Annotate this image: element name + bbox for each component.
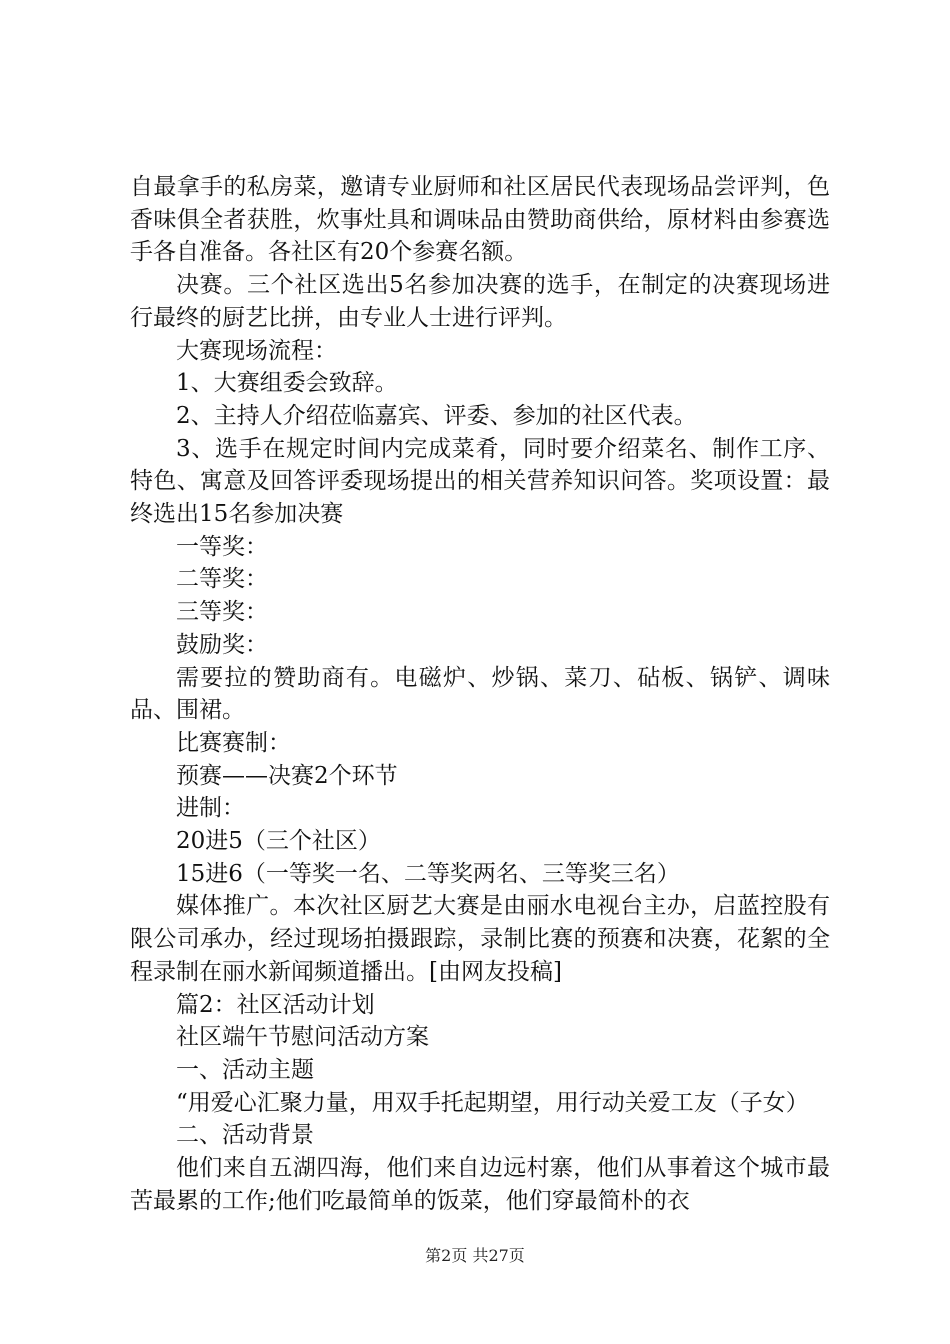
paragraph: 20进5（三个社区） (176, 828, 381, 855)
paragraph: 进制： (176, 795, 245, 822)
paragraph: 二等奖： (176, 566, 268, 593)
paragraph: 比赛赛制： (176, 729, 291, 756)
paragraph: 一、活动主题 (176, 1056, 314, 1083)
paragraph: 2、主持人介绍莅临嘉宾、评委、参加的社区代表。 (176, 402, 697, 429)
document-body (130, 171, 830, 1218)
paragraph: “用爱心汇聚力量，用双手托起期望，用行动关爱工友（子女） (176, 1089, 809, 1116)
paragraph: 社区端午节慰问活动方案 (176, 1024, 429, 1051)
paragraph: 二、活动背景 (176, 1122, 314, 1149)
paragraph: 他们来自五湖四海，他们来自边远村寨，他们从事着这个城市最苦最累的工作;他们吃最简单的饭菜，他们穿最简朴的衣 (130, 1155, 830, 1214)
paragraph: 篇2：社区活动计划 (176, 991, 375, 1018)
paragraph: 1、大赛组委会致辞。 (176, 370, 398, 397)
paragraph: 大赛现场流程： (176, 337, 337, 364)
paragraph: 三等奖： (176, 599, 268, 626)
paragraph: 3、选手在规定时间内完成菜肴，同时要介绍菜名、制作工序、特色、寓意及回答评委现场提出的相关营养知识问答。奖项设置：最终选出15名参加决赛 (130, 435, 830, 528)
paragraph: 15进6（一等奖一名、二等奖两名、三等奖三名） (176, 860, 680, 887)
paragraph: 自最拿手的私房菜，邀请专业厨师和社区居民代表现场品尝评判，色香味俱全者获胜，炊事灶具和调味品由赞助商供给，原材料由参赛选手各自准备。各社区有20个参赛名额。 (130, 174, 830, 266)
paragraph: 需要拉的赞助商有。电磁炉、炒锅、菜刀、砧板、锅铲、调味品、围裙。 (130, 664, 830, 724)
paragraph: 鼓励奖： (176, 631, 268, 658)
page-footer: 第2页 共27页 (425, 1246, 525, 1265)
paragraph: 一等奖： (176, 533, 268, 560)
paragraph: 媒体推广。本次社区厨艺大赛是由丽水电视台主办，启蓝控股有限公司承办，经过现场拍摄跟踪，录制比赛的预赛和决赛，花絮的全程录制在丽水新闻频道播出。[由网友投稿] (130, 893, 830, 985)
paragraph: 决赛。三个社区选出5名参加决赛的选手，在制定的决赛现场进行最终的厨艺比拼，由专业人士进行评判。 (130, 272, 830, 331)
paragraph: 预赛——决赛2个环节 (176, 762, 398, 789)
